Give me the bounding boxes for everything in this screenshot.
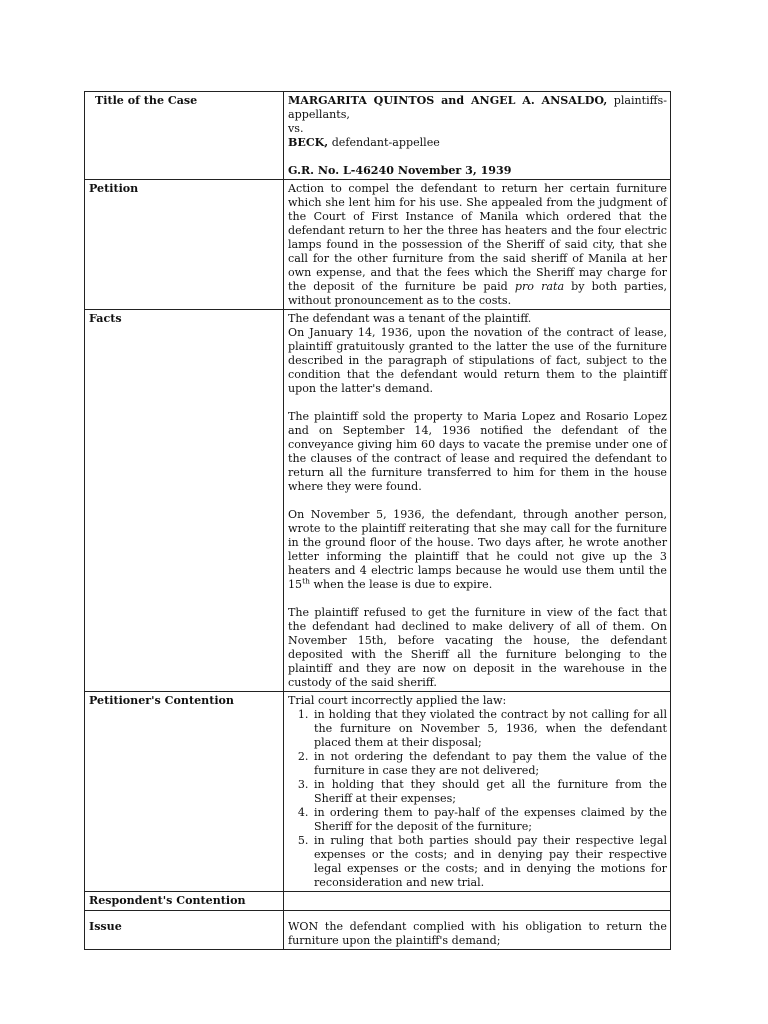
gr-number: G.R. No. L-46240 November 3, 1939 xyxy=(288,164,512,177)
facts-paragraph-4-b: when the lease is due to expire. xyxy=(309,578,493,591)
facts-paragraph-4 xyxy=(288,508,667,592)
petition-text-a: Action to compel the defendant to return her certain furniture which she lent him for his use. She appealed from the judgment of the Court of First Instance of Manila which ordered that the defendant return to her the three has heaters and the four electric lamps found in the possession of the Sheriff of said city, that she call for the other furniture from the said sheriff of Manila at her own expense, and that the fees which the Sheriff may charge for the deposit of the furniture be paid xyxy=(288,182,667,293)
petitioner-contention-intro: Trial court incorrectly applied the law: xyxy=(288,694,507,707)
plaintiffs-names: MARGARITA QUINTOS and ANGEL A. ANSALDO, xyxy=(288,94,608,107)
row-issue xyxy=(85,911,671,950)
row-petitioner-contention xyxy=(85,692,671,892)
facts-paragraph-1: The defendant was a tenant of the plaintiff. xyxy=(288,312,532,325)
petition-text-italic: pro rata xyxy=(514,280,565,293)
petition-content xyxy=(284,180,671,310)
contention-item: 1. in holding that they violated the contract by not calling for all the furniture on November 5, 1936, when the defendant placed them at their disposal; xyxy=(312,708,667,750)
contention-item: 3. in holding that they should get all the furniture from the Sheriff at their expenses; xyxy=(312,778,667,806)
contention-item: 2. in not ordering the defendant to pay them the value of the furniture in case they are not delivered; xyxy=(312,750,667,778)
facts-label: Facts xyxy=(85,310,284,692)
facts-paragraph-4-a: On November 5, 1936, the defendant, through another person, wrote to the plaintiff reiterating that she may call for the furniture in the ground floor of the house. Two days after, he wrote another letter informing the plaintiff that he could not give up the 3 heaters and 4 electric lamps because he would use them until the 15 xyxy=(288,508,667,591)
issue-label: Issue xyxy=(85,911,284,950)
facts-paragraph-5: The plaintiff refused to get the furniture in view of the fact that the defendant had declined to make delivery of all of them. On November 15th, before vacating the house, the defendant deposited with the Sheriff all the furniture belonging to the plaintiff and they are now on deposit in the warehouse in the custody of the said sheriff. xyxy=(288,606,667,689)
facts-content xyxy=(284,310,671,692)
petitioner-contention-content xyxy=(284,692,671,892)
facts-paragraph-4-sup: th xyxy=(302,576,310,586)
petition-text-b: by both parties, without pronouncement as to the costs. xyxy=(288,280,667,307)
contention-list xyxy=(288,708,667,890)
row-title xyxy=(85,92,671,180)
facts-paragraph-3: The plaintiff sold the property to Maria Lopez and Rosario Lopez and on September 14, 1936 notified the defendant of the conveyance giving him 60 days to vacate the premise under one of the clauses of the contract of lease and required the defendant to return all the furniture transferred to him for them in the house where they were found. xyxy=(288,410,667,493)
contention-item: 5. in ruling that both parties should pay their respective legal expenses or the costs; and in denying pay their respective legal expenses or the costs; and in denying the motions for reconsideration and new trial. xyxy=(312,834,667,890)
respondent-contention-content xyxy=(284,892,671,911)
row-facts xyxy=(85,310,671,692)
title-content xyxy=(284,92,671,180)
case-digest-table xyxy=(84,91,671,950)
facts-paragraph-2: On January 14, 1936, upon the novation of the contract of lease, plaintiff gratuitously granted to the latter the use of the furniture described in the paragraph of stipulations of fact, subject to the condition that the defendant would return them to the plaintiff upon the latter's demand. xyxy=(288,326,667,395)
defendant-role: defendant-appellee xyxy=(328,136,440,149)
versus-text: vs. xyxy=(288,122,304,135)
row-petition xyxy=(85,180,671,310)
defendant-name: BECK, xyxy=(288,136,329,149)
title-label: Title of the Case xyxy=(85,92,284,180)
row-respondent-contention xyxy=(85,892,671,911)
respondent-contention-label: Respondent's Contention xyxy=(85,892,284,911)
petitioner-contention-label: Petitioner's Contention xyxy=(85,692,284,892)
plaintiffs-role: plaintiffs-appellants, xyxy=(288,94,667,121)
petition-label: Petition xyxy=(85,180,284,310)
issue-content: WON the defendant complied with his obligation to return the furniture upon the plaintiff's demand; xyxy=(284,911,671,950)
contention-item: 4. in ordering them to pay-half of the expenses claimed by the Sheriff for the deposit of the furniture; xyxy=(312,806,667,834)
